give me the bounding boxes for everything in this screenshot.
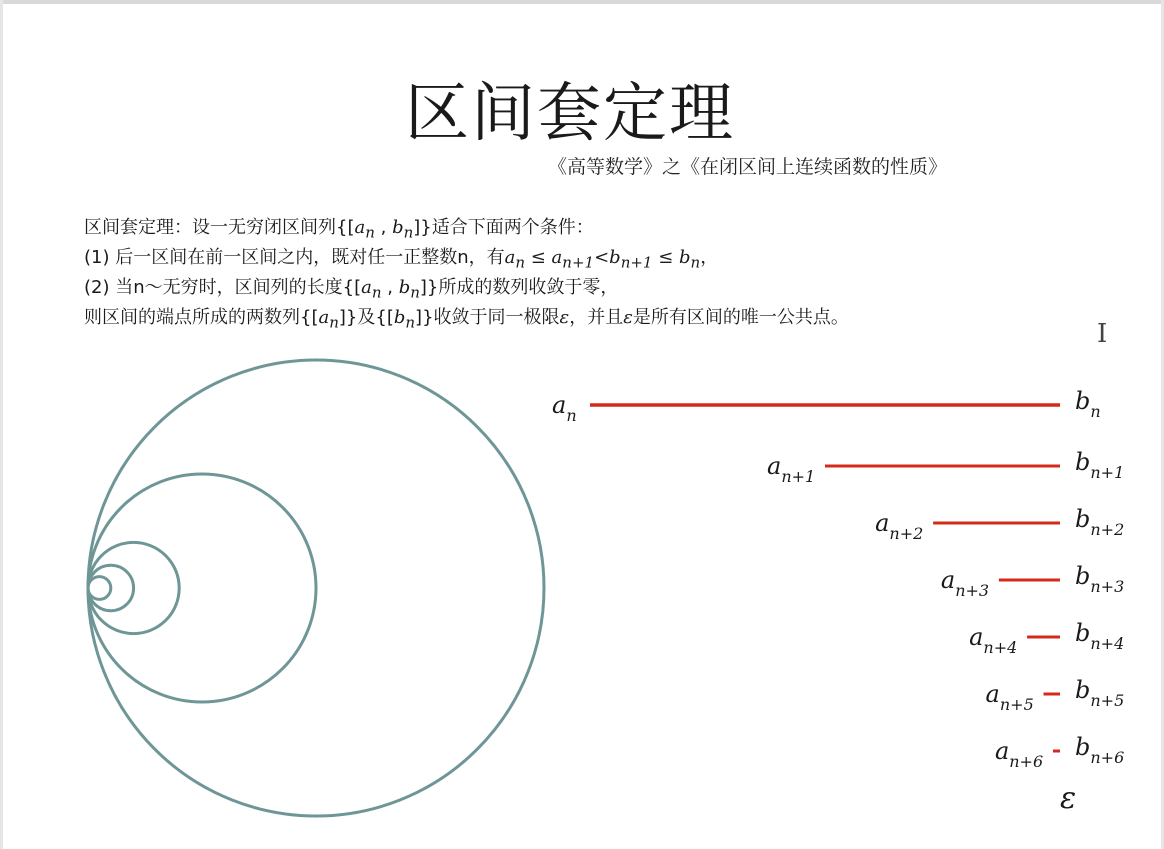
math-symbol: a	[361, 277, 372, 298]
theorem-text: ]}适合下面两个条件：	[413, 217, 594, 238]
math-symbol: ≤ b	[652, 247, 691, 268]
right-endpoint-label: $b_{n+5}$	[1075, 676, 1125, 710]
right-endpoint-label: $b_{n+3}$	[1075, 562, 1125, 596]
right-endpoint-label: $b_n$	[1075, 387, 1101, 421]
math-symbol: a	[504, 247, 516, 268]
math-subscript: n	[410, 283, 420, 302]
math-subscript: n	[329, 313, 339, 332]
theorem-text: 区间套定理：设一无穷闭区间列{[	[84, 217, 355, 238]
math-symbol: a	[318, 307, 330, 328]
left-endpoint-label: $a_{n+5}$	[985, 680, 1034, 714]
left-endpoint-label: $a_{n+3}$	[940, 566, 990, 600]
math-subscript: n	[371, 283, 382, 302]
math-symbol: <b	[594, 247, 621, 268]
math-subscript: n	[365, 223, 375, 242]
theorem-text: 则区间的端点所成的两数列{[	[84, 307, 319, 328]
math-symbol: ≤ a	[525, 247, 563, 268]
theorem-text: ,	[374, 217, 393, 238]
math-symbol: b	[398, 277, 411, 298]
left-endpoint-label: $a_{n+4}$	[969, 623, 1018, 657]
epsilon-symbol: ε	[623, 307, 633, 328]
math-subscript: n	[515, 253, 526, 272]
theorem-text: ]}及{[	[338, 307, 394, 328]
right-endpoint-label: $b_{n+4}$	[1075, 619, 1125, 653]
nested-circles	[88, 360, 544, 816]
left-endpoint-label: $a_n$	[552, 391, 577, 425]
nested-circle	[88, 474, 316, 702]
text-cursor-icon: I	[1097, 319, 1108, 349]
theorem-text: (2) 当n～无穷时，区间列的长度{[	[84, 277, 362, 298]
right-endpoint-label: $b_{n+2}$	[1075, 505, 1125, 539]
math-subscript: n	[403, 223, 414, 242]
theorem-text: ,	[381, 277, 399, 298]
interval-segments	[552, 387, 1124, 771]
theorem-text: ，	[700, 247, 719, 268]
math-symbol: b	[393, 307, 406, 328]
epsilon-symbol: ε	[559, 307, 570, 328]
math-subscript: n+1	[620, 253, 653, 272]
math-subscript: n+1	[562, 253, 595, 272]
right-endpoint-label: $b_{n+1}$	[1075, 448, 1125, 482]
page-subtitle: 《高等数学》之《在闭区间上连续函数的性质》	[548, 156, 948, 178]
limit-epsilon-label: ε	[1060, 781, 1077, 816]
math-symbol: a	[354, 217, 366, 238]
nested-circle	[88, 577, 111, 600]
left-endpoint-label: $a_{n+6}$	[994, 737, 1044, 771]
theorem-text: 是所有区间的唯一公共点。	[632, 307, 849, 328]
right-endpoint-label: $b_{n+6}$	[1075, 733, 1125, 767]
theorem-text: ]}所成的数列收敛于零，	[419, 277, 619, 298]
left-endpoint-label: $a_{n+1}$	[767, 452, 816, 486]
theorem-text: (1) 后一区间在前一区间之内，既对任一正整数n，有	[84, 247, 505, 268]
left-endpoint-label: $a_{n+2}$	[875, 509, 924, 543]
page-title: 区间套定理	[405, 77, 735, 151]
math-subscript: n	[690, 253, 701, 272]
math-subscript: n	[405, 313, 416, 332]
theorem-text: ]}收敛于同一极限	[415, 307, 560, 328]
math-symbol: b	[392, 217, 404, 238]
theorem-text: ，并且	[569, 307, 624, 328]
